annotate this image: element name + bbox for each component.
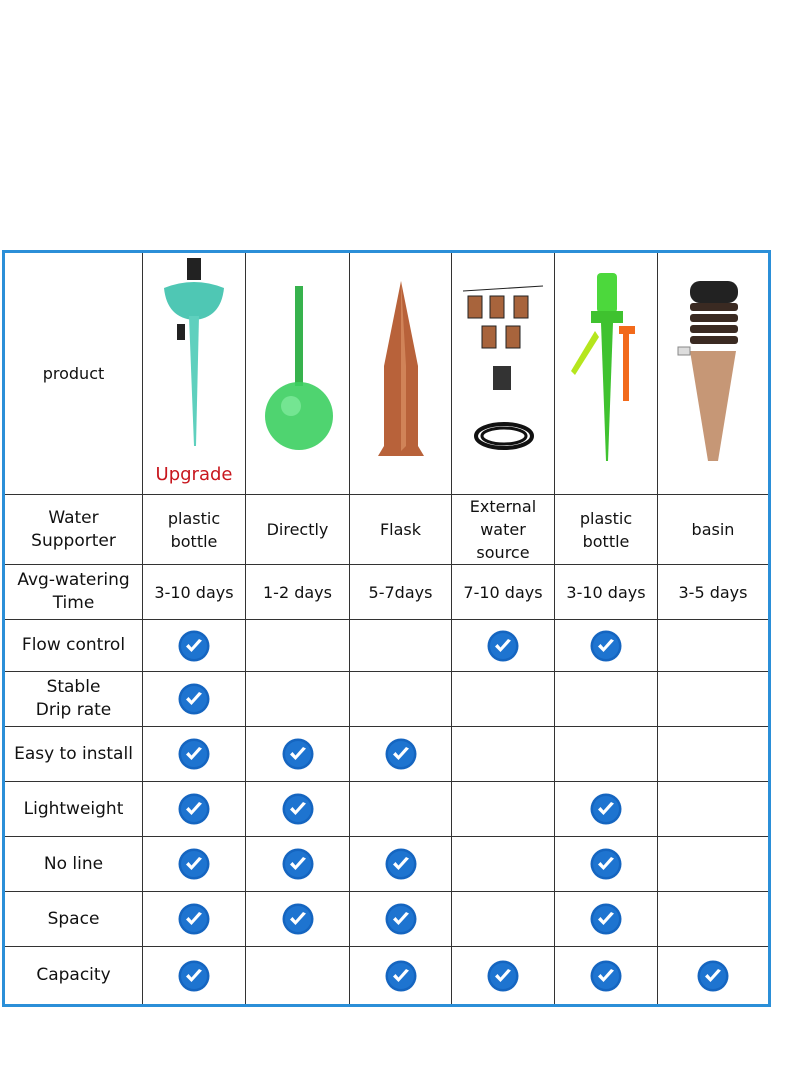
row-label-text: Lightweight	[23, 798, 124, 819]
check-cell	[658, 947, 770, 1006]
value-cell	[452, 565, 555, 620]
checkmark-icon	[282, 793, 314, 825]
check-cell	[350, 892, 452, 947]
check-cell	[246, 837, 350, 892]
value-text: 7-10 days	[463, 582, 543, 602]
check-cell	[555, 837, 658, 892]
check-cell	[452, 620, 555, 672]
checkmark-icon	[385, 903, 417, 935]
check-cell	[350, 727, 452, 782]
check-cell	[246, 947, 350, 1006]
product-cell	[246, 252, 350, 495]
table-row	[4, 620, 770, 672]
checkmark-icon	[178, 903, 210, 935]
check-cell	[143, 620, 246, 672]
row-label	[4, 495, 143, 565]
product-cell	[555, 252, 658, 495]
value-cell	[658, 565, 770, 620]
row-label	[4, 837, 143, 892]
table-row	[4, 892, 770, 947]
table-row	[4, 495, 770, 565]
row-label-text: Capacity	[36, 965, 111, 985]
check-cell	[555, 672, 658, 727]
checkmark-icon	[697, 960, 729, 992]
product-cell	[658, 252, 770, 495]
row-label-text: Space	[47, 908, 100, 929]
check-cell	[350, 947, 452, 1006]
checkmark-icon	[178, 793, 210, 825]
value-cell	[658, 495, 770, 565]
checkmark-icon	[487, 630, 519, 662]
check-cell	[350, 837, 452, 892]
check-cell	[143, 947, 246, 1006]
row-label	[4, 892, 143, 947]
check-cell	[658, 727, 770, 782]
checkmark-icon	[590, 903, 622, 935]
row-label	[4, 782, 143, 837]
row-header-product	[4, 252, 143, 495]
product-image-ceramic-spike-with-black-cap	[658, 271, 768, 477]
check-cell	[555, 782, 658, 837]
check-cell	[143, 782, 246, 837]
check-cell	[452, 947, 555, 1006]
check-cell	[246, 672, 350, 727]
product-image-teal-adjustable-spike	[143, 256, 245, 462]
value-cell	[452, 495, 555, 565]
checkmark-icon	[590, 960, 622, 992]
value-text: 3-5 days	[678, 582, 748, 602]
product-label: product	[42, 364, 105, 383]
check-cell	[143, 892, 246, 947]
upgrade-label: Upgrade	[155, 464, 233, 485]
value-cell	[143, 495, 246, 565]
checkmark-icon	[590, 630, 622, 662]
checkmark-icon	[178, 630, 210, 662]
row-label-text: Easy to install	[14, 743, 133, 764]
check-cell	[452, 837, 555, 892]
checkmark-icon	[282, 738, 314, 770]
row-label-text: No line	[43, 853, 104, 874]
check-cell	[658, 892, 770, 947]
check-cell	[143, 837, 246, 892]
check-cell	[555, 620, 658, 672]
check-cell	[555, 892, 658, 947]
table-row	[4, 565, 770, 620]
check-cell	[246, 620, 350, 672]
checkmark-icon	[178, 848, 210, 880]
row-label	[4, 672, 143, 727]
value-cell	[350, 495, 452, 565]
check-cell	[658, 620, 770, 672]
check-cell	[350, 620, 452, 672]
checkmark-icon	[282, 903, 314, 935]
value-cell	[246, 495, 350, 565]
comparison-table	[2, 250, 771, 1007]
check-cell	[246, 727, 350, 782]
value-cell	[350, 565, 452, 620]
checkmark-icon	[178, 738, 210, 770]
check-cell	[350, 782, 452, 837]
row-label	[4, 947, 143, 1006]
value-text: 5-7days	[368, 582, 433, 602]
check-cell	[452, 892, 555, 947]
check-cell	[658, 672, 770, 727]
check-cell	[555, 727, 658, 782]
checkmark-icon	[385, 848, 417, 880]
product-cell	[350, 252, 452, 495]
product-cell	[143, 252, 246, 495]
product-image-drip-kit-with-tubing	[452, 276, 554, 472]
value-cell	[555, 495, 658, 565]
value-cell	[143, 565, 246, 620]
check-cell	[143, 672, 246, 727]
row-label	[4, 620, 143, 672]
table-row	[4, 837, 770, 892]
product-image-terracotta-spike	[350, 276, 451, 472]
check-cell	[246, 892, 350, 947]
check-cell	[246, 782, 350, 837]
value-text: Flask	[379, 520, 422, 539]
row-label-text: Avg-watering Time	[17, 570, 130, 613]
table-row	[4, 672, 770, 727]
table-row	[4, 727, 770, 782]
row-label	[4, 565, 143, 620]
checkmark-icon	[178, 683, 210, 715]
check-cell	[452, 727, 555, 782]
value-text: 3-10 days	[566, 582, 646, 602]
check-cell	[555, 947, 658, 1006]
value-text: basin	[691, 520, 735, 539]
row-label	[4, 727, 143, 782]
check-cell	[452, 782, 555, 837]
value-text: Directly	[266, 520, 329, 539]
table-row	[4, 947, 770, 1006]
value-text: 3-10 days	[154, 582, 234, 602]
row-label-text: Water Supporter	[31, 507, 116, 551]
row-label-text: Flow control	[21, 635, 126, 655]
row-label-text: Stable Drip rate	[35, 677, 112, 720]
value-cell	[246, 565, 350, 620]
table-row	[4, 782, 770, 837]
checkmark-icon	[282, 848, 314, 880]
checkmark-icon	[487, 960, 519, 992]
check-cell	[143, 727, 246, 782]
product-cell	[452, 252, 555, 495]
product-image-green-glass-globe	[246, 276, 349, 472]
value-text: plastic bottle	[579, 508, 633, 551]
checkmark-icon	[178, 960, 210, 992]
value-text: plastic bottle	[167, 508, 221, 551]
value-text: 1-2 days	[263, 582, 332, 602]
check-cell	[350, 672, 452, 727]
value-text: External water source	[469, 497, 537, 562]
checkmark-icon	[590, 848, 622, 880]
check-cell	[452, 672, 555, 727]
check-cell	[658, 782, 770, 837]
value-cell	[555, 565, 658, 620]
checkmark-icon	[385, 738, 417, 770]
checkmark-icon	[385, 960, 417, 992]
checkmark-icon	[590, 793, 622, 825]
product-image-green-spike-with-orange-valve	[555, 271, 657, 477]
check-cell	[658, 837, 770, 892]
